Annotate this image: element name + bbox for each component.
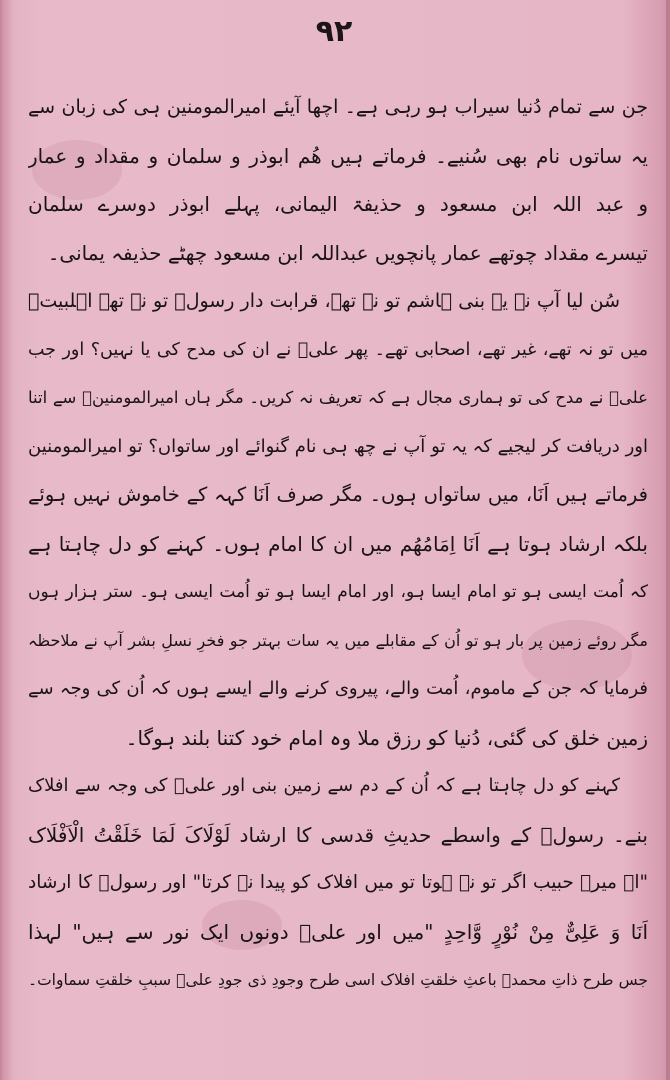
- text-line: اور دریافت کر لیجیے کہ یہ تو آپ نے چھ ہی نام گنوائے اور ساتواں؟ تو امیرالمومنین: [28, 435, 648, 457]
- text-line: جن سے تمام دُنیا سیراب ہو رہی ہے۔ اچھا آیئے امیرالمومنین ہی کی زبان سے: [28, 96, 648, 118]
- text-line: سُن لیا آپ نے یہ بنی ہاشم تو نہ تھے، قرابت دار رسولؐ تو نہ تھے اہلبیتؑ: [28, 290, 620, 312]
- text-line: تیسرے مقداد چوتھے عمار پانچویں عبداللہ ابن مسعود چھٹے حذیفہ یمانی۔: [47, 240, 648, 265]
- text-line: جس طرح ذاتِ محمدؐ باعثِ خلقتِ افلاک اسی طرح وجودِ ذی جودِ علیؑ سببِ خلقتِ سماوات۔: [28, 971, 648, 989]
- text-line: کہنے کو دل چاہتا ہے کہ اُن کے دم سے زمین بنی اور علیؑ کی وجہ سے افلاک: [28, 775, 620, 796]
- text-line: بنے۔ رسولؐ کے واسطے حدیثِ قدسی کا ارشاد لَوْلَاکَ لَمَا خَلَقْتُ الْاَفْلَاک: [28, 822, 648, 847]
- text-line: علیؑ نے مدح کی تو ہماری مجال ہے کہ تعریف نہ کریں۔ مگر ہاں امیرالمومنینؑ سے اتنا: [28, 388, 648, 407]
- text-line: فرمایا کہ جن کے ماموم، اُمت والے، پیروی کرنے والے ایسے ہوں کہ اُن کی وجہ سے: [28, 678, 648, 699]
- text-line: "اے میرے حبیب اگر تو نہ ہوتا تو میں افلاک کو پیدا نہ کرتا" اور رسولؐ کا ارشاد: [28, 872, 648, 893]
- body-text: [28, 83, 648, 1005]
- text-line: یہ ساتوں نام بھی سُنیے۔ فرماتے ہیں ھُم ابوذر و سلمان و مقداد و عمار: [28, 143, 648, 168]
- page-number: ٩٢: [315, 14, 353, 49]
- text-line: زمین خلق کی گئی، دُنیا کو رزق ملا وہ امام خود کتنا بلند ہوگا۔: [125, 725, 648, 750]
- text-line: اَنَا وَ عَلِیٌّ مِنْ نُوْرٍ وَّاحِدٍ "میں اور علیؑ دونوں ایک نور سے ہیں" لہذا: [28, 919, 648, 944]
- text-line: کہ اُمت ایسی ہو تو امام ایسا ہو، اور امام ایسا ہو تو اُمت ایسی ہو۔ ستر ہزار ہوں: [28, 582, 648, 602]
- text-line: مگر روئے زمین پر بار ہو تو اُن کے مقابلے میں یہ سات بہتر جو فخرِ نسلِ بشر آپ نے ملاحظہ: [28, 630, 648, 650]
- text-line: فرماتے ہیں اَنَا، میں ساتواں ہوں۔ مگر صرف اَنَا کہہ کے خاموش نہیں ہوئے: [28, 483, 648, 506]
- text-line: و عبد اللہ ابن مسعود و حذیفۃ الیمانی، پہلے ابوذر دوسرے سلمان: [28, 192, 648, 216]
- text-line: میں تو نہ تھے، غیر تھے، اصحابی تھے۔ پھر علیؑ نے ان کی مدح کی یا نہیں؟ اور جب: [28, 339, 648, 360]
- text-line: بلکہ ارشاد ہوتا ہے اَنَا اِمَامُھُم میں ان کا امام ہوں۔ کہنے کو دل چاہتا ہے: [28, 531, 648, 556]
